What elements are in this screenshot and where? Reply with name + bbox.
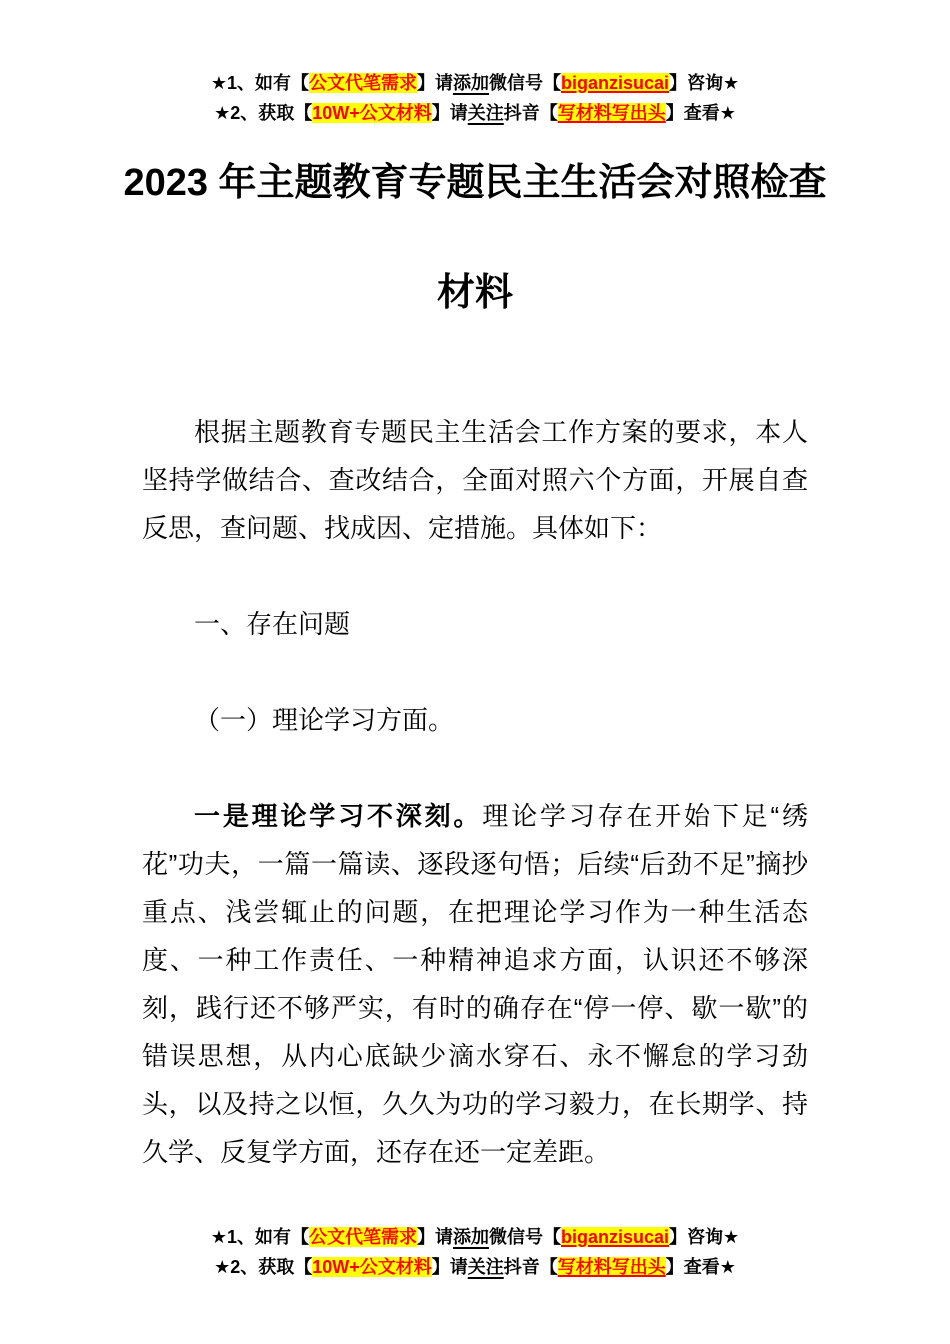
promo-segment-plain: 微信号【 [488,73,561,93]
promo-segment-plain: 】查看★ [665,1257,736,1277]
section-heading: 一、存在问题 [194,609,351,639]
promo-segment-plain: 】查看★ [665,103,736,123]
promo-segment-plain: ★2、获取【 [214,1257,313,1277]
document-title-line-1: 2023 年主题教育专题民主生活会对照检查 [123,162,827,204]
promo-segment-plain: 】请 [416,1227,453,1247]
promo-segment-highlight-underline: biganzisucai [560,73,670,93]
document-title [0,128,950,348]
promo-header [0,0,950,128]
promo-segment-plain: 】咨询★ [669,1227,740,1247]
promo-segment-underline: 关注 [467,1257,504,1277]
promo-segment-plain: 】请 [431,1257,468,1277]
promo-segment-highlight: 公文代笔需求 [308,73,417,93]
promo-footer-line-2 [0,1252,950,1282]
promo-header-line-1 [0,68,950,98]
document-title-line-2: 材料 [436,272,513,314]
promo-segment-underline: 添加 [452,73,489,93]
document-body [142,408,808,1176]
promo-segment-plain: 】咨询★ [669,73,740,93]
promo-segment-plain: 】请 [416,73,453,93]
paragraph-lead-bold: 一是理论学习不深刻。 [194,801,483,831]
promo-segment-plain: 】请 [431,103,468,123]
body-paragraph: 一是理论学习不深刻。理论学习存在开始下足“绣花”功夫，一篇一篇读、逐段逐句悟；后续“后劲不足”摘抄重点、浅尝辄止的问题，在把理论学习作为一种生活态度、一种工作责任、一种精神追求方面，认识还不够深刻，践行还不够严实，有时的确存在“停一停、歇一歇”的错误思想，从内心底缺少滴水穿石、永不懈怠的学习劲头，以及持之以恒，久久为功的学习毅力，在长期学、持久学、反复学方面，还存在还一定差距。 [142,801,808,1167]
promo-segment-plain: 抖音【 [503,1257,558,1277]
promo-segment-highlight: 10W+公文材料 [312,103,432,123]
body-paragraph: 根据主题教育专题民主生活会工作方案的要求，本人坚持学做结合、查改结合，全面对照六个方面，开展自查反思，查问题、找成因、定措施。具体如下： [142,417,808,543]
promo-segment-underline: 添加 [452,1227,489,1247]
promo-segment-plain: 微信号【 [488,1227,561,1247]
promo-segment-plain: 抖音【 [503,103,558,123]
promo-segment-underline: 关注 [467,103,504,123]
subsection-heading: （一）理论学习方面。 [194,705,455,735]
promo-header-line-2 [0,98,950,128]
promo-segment-highlight: 10W+公文材料 [312,1257,432,1277]
promo-segment-plain: ★1、如有【 [210,73,309,93]
promo-segment-highlight-underline: 写材料写出头 [557,1257,666,1277]
promo-segment-highlight-underline: 写材料写出头 [557,103,666,123]
promo-segment-plain: ★2、获取【 [214,103,313,123]
promo-segment-plain: ★1、如有【 [210,1227,309,1247]
promo-footer-line-1 [0,1222,950,1252]
promo-segment-highlight: 公文代笔需求 [308,1227,417,1247]
promo-segment-highlight-underline: biganzisucai [560,1227,670,1247]
promo-footer [0,1222,950,1282]
